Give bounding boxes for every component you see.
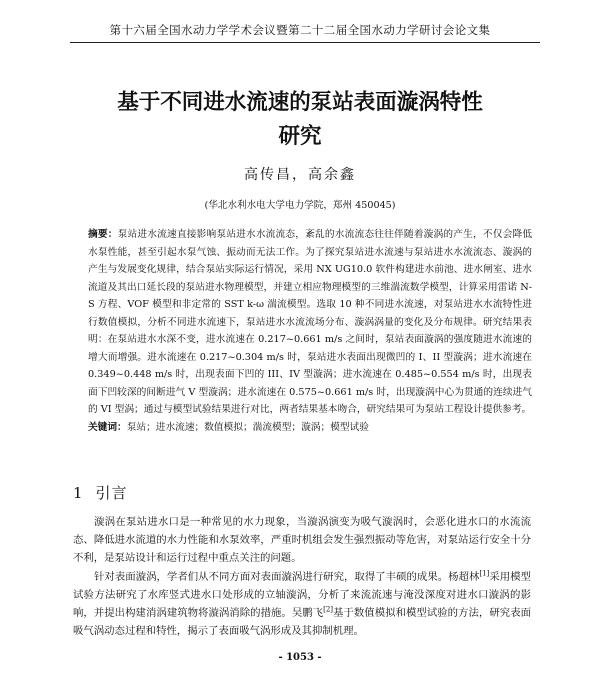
section-title: 引言 (95, 484, 128, 502)
keywords (88, 420, 532, 436)
section-heading-introduction (73, 482, 128, 503)
abstract (88, 226, 532, 419)
authors: 高传昌，高余鑫 (244, 167, 356, 183)
paper-title (60, 86, 540, 154)
page-number: - 1053 - (278, 652, 322, 663)
citation-2: [2] (323, 605, 334, 614)
keywords-text: 泵站；进水流速；数值模拟；湍流模型；漩涡；模型试验 (126, 422, 369, 433)
paragraph-2-text-b: 采用模型试验方法研究了水库竖式进水口处形成的立轴漩涡，分析了来流流速与淹没深度对进水口漩涡的影响，并提出构建消涡建筑物将漩涡消除的措施。吴鹏飞 (73, 570, 532, 620)
keywords-label: 关键词： (88, 422, 127, 433)
body-paragraph-2 (73, 568, 531, 641)
section-number: 1 (73, 484, 84, 502)
citation-1: [1] (479, 569, 490, 578)
paper-title-line-2: 研究 (278, 124, 322, 149)
body-text (73, 513, 531, 640)
paper-title-line-1: 基于不同进水流速的泵站表面漩涡特性 (117, 90, 483, 115)
paragraph-2-text-c: 基于数值模拟和模型试验的方法，研究表面吸气涡动态过程和特性，揭示了表面吸气涡形成及其抑制机理。 (73, 607, 532, 638)
paragraph-2-text-a: 针对表面漩涡，学者们从不同方面对表面漩涡进行研究，取得了丰硕的成果。杨超林 (94, 570, 480, 583)
body-paragraph-1: 漩涡在泵站进水口是一种常见的水力现象，当漩涡演变为吸气漩涡时，会恶化进水口的水流流态、降低进水流道的水力性能和水泵效率，严重时机组会发生强烈振动等危害，对泵站运行安全十分不利，是泵站设计和运行过程中重点关注的问题。 (73, 516, 531, 565)
affiliation: (华北水利水电大学电力学院，郑州 450045) (204, 200, 396, 211)
header-rule (70, 42, 540, 43)
abstract-text: 泵站进水流速直接影响泵站进水水流流态，紊乱的水流流态往往伴随着漩涡的产生，不仅会降低水泵性能，甚至引起水泵气蚀、振动而无法工作。为了探究泵站进水流速与泵站进水水流流态、漩涡的产生与发展变化规律，结合泵站实际运行情况，采用 NX UG10.0 软件构建进水前池、进水闸室、进水流道及其出口延长段的泵站进水物理模型，并建立相应物理模型的三维湍流数学模型，计算采用雷诺 N-S 方程、VOF 模型和非定常的 SST k-ω 湍流模型。选取 10 种不同进水流速，对泵站进水水流特性进行数值模拟，分析不同进水流速下，泵站进水水流流场分布、漩涡涡量的变化及分布规律。研究结果表明：在泵站进水水深不变，进水流速在 0.217~0.661 m/s 之间时，泵站表面漩涡的强度随进水流速的增大而增强。进水流速在 0.217~0.304 m/s 时，泵站进水表面出现微凹的 I、II 型漩涡；进水流速在 0.349~0.448 m/s 时，出现表面下凹的 III、IV 型漩涡；进水流速在 0.485~0.554 m/s 时，出现表面下凹较深的间断进气 V 型漩涡；进水流速在 0.575~0.661 m/s 时，出现漩涡中心为贯通的连续进气的 VI 型涡；通过与模型试验结果进行对比，两者结果基本吻合，研究结果可为泵站工程设计提供参考。 (88, 229, 533, 415)
running-header: 第十六届全国水动力学学术会议暨第二十二届全国水动力学研讨会论文集 (109, 23, 491, 37)
abstract-label: 摘要： (88, 229, 118, 240)
